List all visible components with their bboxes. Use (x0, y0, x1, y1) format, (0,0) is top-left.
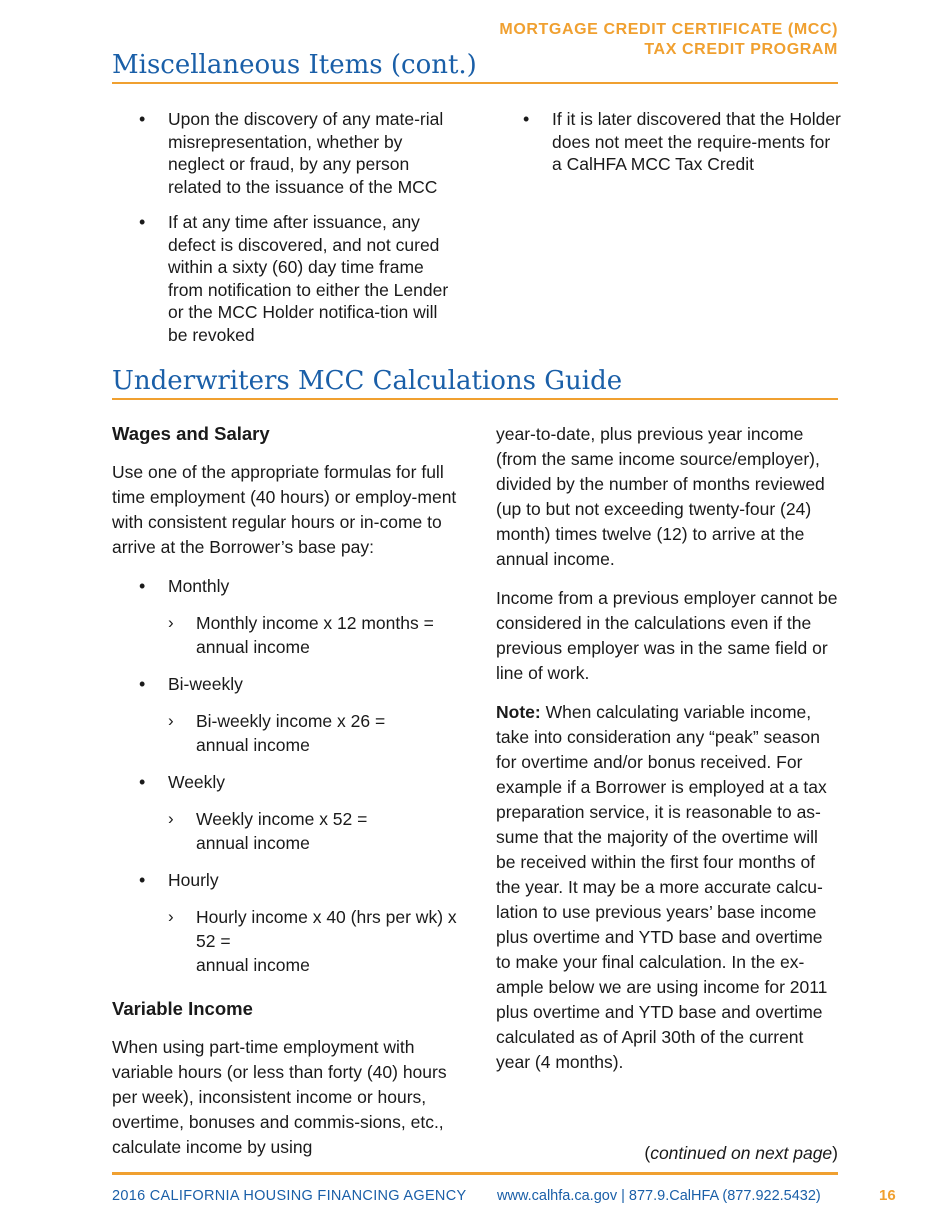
pay-type-monthly: • Monthly (112, 574, 462, 598)
continued-note (644, 1142, 838, 1164)
misc-right-column (496, 108, 841, 176)
formula-line: annual income (196, 637, 310, 657)
formula-biweekly (112, 709, 462, 757)
footer-agency: 2016 CALIFORNIA HOUSING FINANCING AGENCY (112, 1188, 467, 1204)
misc-section-title: Miscellaneous Items (cont.) (112, 50, 838, 84)
formula-line: annual income (196, 955, 310, 975)
guide-right-column (496, 422, 841, 1075)
continued-close: ) (832, 1143, 838, 1163)
footer-contact[interactable]: www.calhfa.ca.gov | 877.9.CalHFA (877.922.5432) (497, 1188, 821, 1204)
formula-line: › Bi-weekly income x 26 = (196, 711, 386, 731)
continued-open: ( (644, 1143, 651, 1163)
formula-weekly (112, 807, 462, 855)
program-header-line2: TAX CREDIT PROGRAM (644, 41, 838, 58)
variable-continued-text: year-to-date, plus previous year income (from the same income source/employer), divided by the number of months reviewed (up to but not exceeding twenty-four (24) month) times twelve (12) to arrive at the annual income. (496, 424, 825, 569)
footer-divider (112, 1172, 838, 1175)
misc-bullet: • If at any time after issuance, any defect is discovered, and not cured within a sixty (60) day time frame from notification to either the Lender or the MCC Holder notifica-tion will be revoked (112, 211, 457, 346)
pay-type-weekly: • Weekly (112, 770, 462, 794)
variable-heading: Variable Income (112, 998, 253, 1019)
pay-type-hourly: • Hourly (112, 868, 462, 892)
formula-monthly (112, 611, 462, 659)
misc-bullet: • If it is later discovered that the Holder does not meet the require-ments for a CalHFA MCC Tax Credit (496, 108, 841, 176)
guide-section-title: Underwriters MCC Calculations Guide (112, 366, 838, 400)
page-number: 16 (879, 1187, 896, 1204)
pay-type-biweekly: • Bi-weekly (112, 672, 462, 696)
misc-left-column (112, 108, 457, 346)
note-paragraph (496, 700, 841, 1075)
formula-line: annual income (196, 735, 310, 755)
note-text: When calculating variable income, take into consideration any “peak” season for overtime and/or bonus received. For example if a Borrower is employed at a tax preparation service, it is reasonable to as-sume that the majority of the overtime will be received within the first four months of the year. It may be a more accurate calcu-lation to use previous years’ base income plus overtime and YTD base and overtime to make your final calculation. In the ex-ample below we are using income for 2011 plus overtime and YTD base and overtime calculated as of April 30th of the current year (4 months). (496, 702, 828, 1072)
program-header-line1: MORTGAGE CREDIT CERTIFICATE (MCC) (499, 21, 838, 38)
previous-employer-text: Income from a previous employer cannot be considered in the calculations even if the previous employer was in the same field or line of work. (496, 588, 838, 683)
formula-line: annual income (196, 833, 310, 853)
formula-line: › Weekly income x 52 = (196, 809, 368, 829)
note-label: Note: (496, 702, 541, 722)
wages-heading: Wages and Salary (112, 423, 270, 444)
variable-text: When using part-time employment with variable hours (or less than forty (40) hours per week), inconsistent income or hours, overtime, bonuses and commis-sions, etc., calculate income by using (112, 1037, 447, 1157)
formula-hourly (112, 905, 462, 977)
continued-text: continued on next page (650, 1143, 833, 1163)
misc-bullet: • Upon the discovery of any mate-rial misrepresentation, whether by neglect or fraud, by any person related to the issuance of the MCC (112, 108, 457, 198)
formula-line: › Monthly income x 12 months = (196, 613, 434, 633)
wages-intro: Use one of the appropriate formulas for full time employment (40 hours) or employ-ment with consistent regular hours or in-come to arrive at the Borrower’s base pay: (112, 462, 457, 557)
formula-line: › Hourly income x 40 (hrs per wk) x 52 = (196, 907, 457, 951)
guide-left-column (112, 422, 462, 1160)
